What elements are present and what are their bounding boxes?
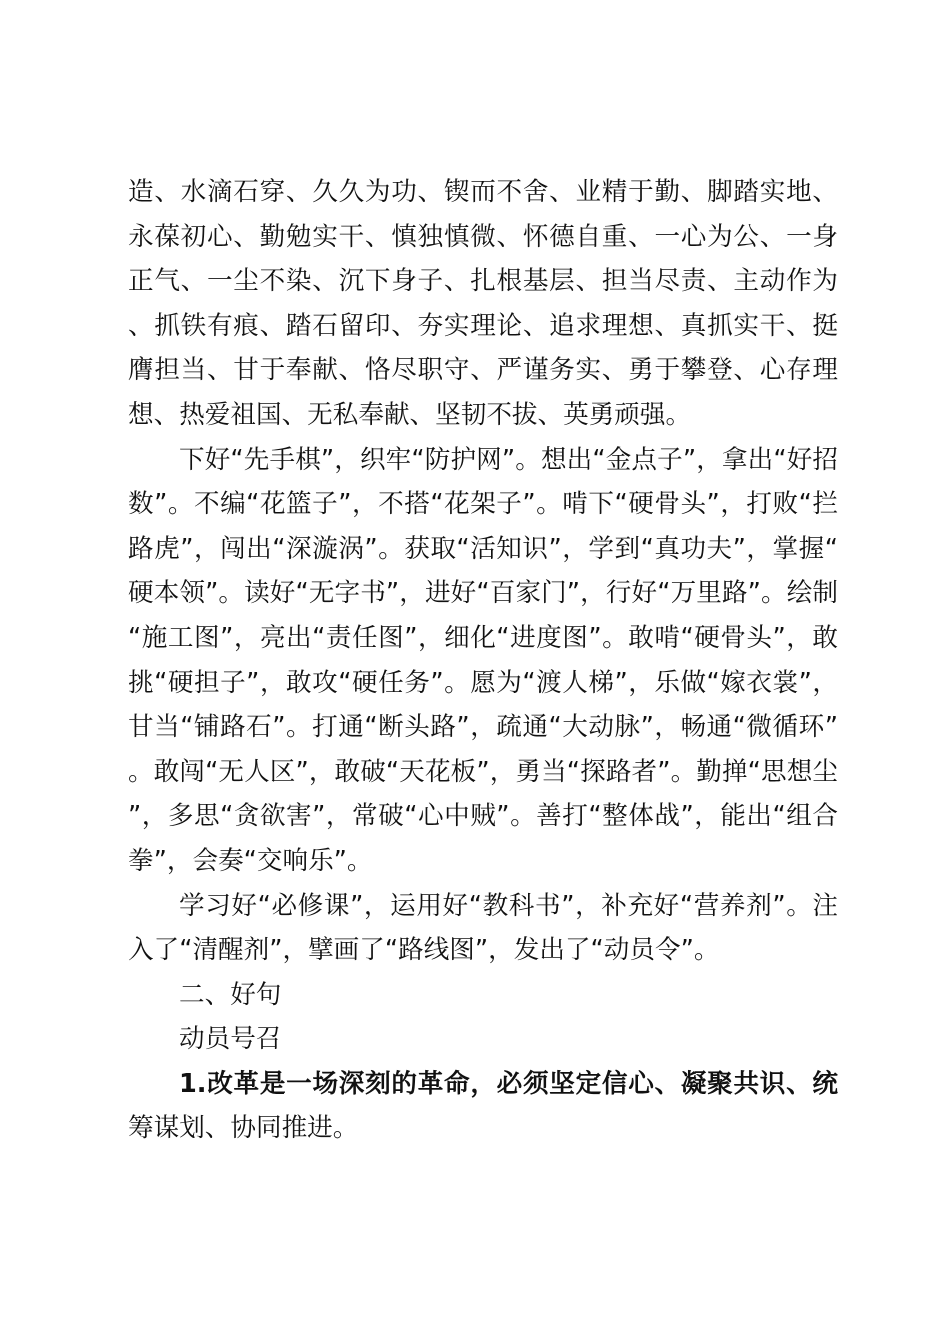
study-phrases-paragraph: 学习好“必修课”，运用好“教科书”，补充好“营养剂”。注入了“清醒剂”，擘画了“路线图”，发出了“动员令”。 [128, 890, 838, 966]
list-item-1 [128, 1062, 838, 1151]
section-heading: 二、好句 [179, 979, 282, 1010]
list-item-1-bold: 1.改革是一场深刻的革命，必须坚定信心、凝聚共识、统 [179, 1068, 838, 1099]
phrase-list-paragraph: 造、水滴石穿、久久为功、锲而不舍、业精于勤、脚踏实地、永葆初心、勤勉实干、慎独慎微、怀德自重、一心为公、一身正气、一尘不染、沉下身子、扎根基层、担当尽责、主动作为、抓铁有痕、踏石留印、夯实理论、追求理想、真抓实干、挺膺担当、甘于奉献、恪尽职守、严谨务实、勇于攀登、心存理想、热爱祖国、无私奉献、坚韧不拔、英勇顽强。 [128, 177, 838, 430]
metaphor-phrases-paragraph: 下好“先手棋”，织牢“防护网”。想出“金点子”，拿出“好招数”。不编“花篮子”，不搭“花架子”。啃下“硬骨头”，打败“拦路虎”，闯出“深漩涡”。获取“活知识”，学到“真功夫”，掌握“硬本领”。读好“无字书”，进好“百家门”，行好“万里路”。绘制“施工图”，亮出“责任图”，细化“进度图”。敢啃“硬骨头”，敢挑“硬担子”，敢攻“硬任务”。愿为“渡人梯”，乐做“嫁衣裳”，甘当“铺路石”。打通“断头路”，疏通“大动脉”，畅通“微循环”。敢闯“无人区”，敢破“天花板”，勇当“探路者”。勤掸“思想尘”，多思“贪欲害”，常破“心中贼”。善打“整体战”，能出“组合拳”，会奏“交响乐”。 [128, 444, 838, 876]
list-item-1-rest: 筹谋划、协同推进。 [128, 1113, 359, 1144]
subheading: 动员号召 [179, 1024, 282, 1055]
document-page [128, 170, 838, 1151]
